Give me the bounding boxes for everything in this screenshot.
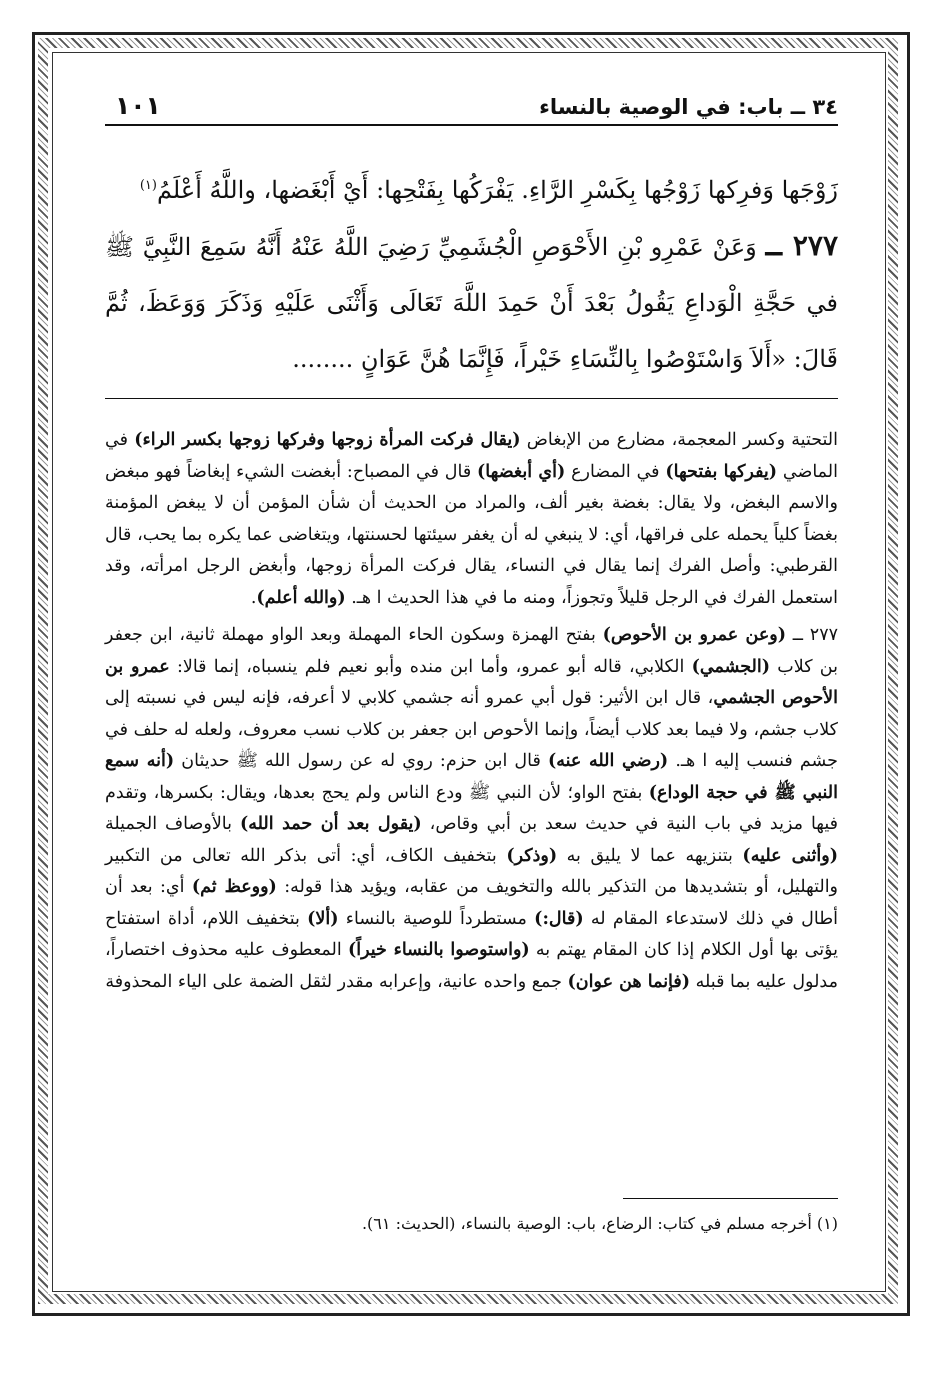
quoted-phrase: (وذكر)	[506, 845, 558, 866]
hadith-text	[105, 158, 838, 387]
matn-paragraph	[105, 218, 838, 387]
commentary-run: ٢٧٧ ــ	[786, 625, 838, 645]
commentary-run: في الماضي	[105, 430, 838, 482]
quoted-phrase: (وعن عمرو بن الأحوص)	[602, 625, 787, 645]
quoted-phrase: (الجشمي)	[691, 656, 771, 677]
matn-text: وَعَنْ عَمْرِو بْنِ الأَحْوَصِ الْجُشَمِيِّ رَضِيَ اللَّهُ عَنْهُ أَنَّهُ سَمِعَ النَّبِيَّ ﷺ في حَجَّةِ الْوَداعِ يَقُولُ بَعْدَ أَنْ حَمِدَ اللَّهَ تَعَالَى وَأَثْنَى عَلَيْهِ وَذَكَرَ وَوَعَظَ، ثُمَّ قَالَ: «أَلاَ وَاسْتَوْصُوا بِالنِّسَاءِ خَيْراً، فَإِنَّمَا هُنَّ عَوَانٍ	[105, 233, 838, 373]
footnote-rule	[623, 1198, 838, 1199]
quoted-phrase: (رضي الله عنه)	[547, 751, 669, 771]
commentary-run: مستطرداً للوصية بالنساء	[338, 908, 535, 929]
quoted-phrase: (قال:)	[534, 908, 584, 929]
quoted-phrase: (أي أبغضها)	[477, 461, 566, 482]
quoted-phrase: (واستوصوا بالنساء خيراً)	[347, 940, 530, 960]
quoted-phrase: (أنه سمع النبي ﷺ في حجة الوداع)	[105, 751, 838, 803]
header-rule	[105, 124, 838, 126]
quoted-phrase: (يفركها بفتحها)	[665, 461, 778, 482]
quoted-phrase: (ووعظ ثم)	[191, 877, 277, 897]
footnote-ref[interactable]: (١)	[139, 178, 157, 193]
commentary-run: قال في المصباح: أبغضت الشيء إبغاضاً فهو مبغض والاسم البغض، ولا يقال: بغضة بغير ألف، والمراد من الحديث أن شأن المؤمن أن لا يبغض المؤمنة بغضاً كلياً يحمله على فراقها، أي: لا ينبغي له أن يغفر سيئتها لحسنتها، ويتغاضى عما يكره بما يحب، قال القرطبي: وأصل الفرك إنما يقال في النساء، يقال فركت المرأة زوجها، وأبغض الرجل امرأته، وقد استعمل الفرك في الرجل قليلاً وتجوزاً، ومنه ما في هذا الحديث ا هـ.	[105, 461, 838, 608]
matn-paragraph	[105, 158, 838, 218]
commentary-run: .	[250, 587, 257, 608]
quoted-phrase: (يقال فركت المرأة زوجها وفركها زوجها بكسر الراء)	[134, 430, 521, 450]
commentary-run: التحتية وكسر المعجمة، مضارع من الإبغاض	[520, 430, 838, 450]
commentary-paragraph	[105, 620, 838, 998]
commentary-run: بتخفيف اللام، أداة استفتاح يؤتى بها أول الكلام إذا كان المقام يهتم به	[105, 908, 838, 960]
commentary-run: بتخفيف الكاف، أي: أتى بذكر الله تعالى من التكبير والتهليل، أو بتشديدها من التذكير بالله والتخويف من عقابه، ويؤيد هذا قوله:	[105, 845, 839, 897]
commentary-run: ، قال ابن الأثير: قول أبي عمرو أنه جشمي كلابي لا أعرفه، فإنه ليس في نسبته إلى كلاب جشم، ولا فيما بعد كلاب أيضاً، وإنما الأحوص ابن جعفر بن كلاب نسب معروف، ولعله له حلف في جشم فنسب إليه ا هـ.	[105, 688, 838, 771]
commentary-run: بفتح الهمزة وسكون الحاء المهملة وبعد الواو مهملة ثانية، ابن جعفر بن كلاب	[105, 625, 838, 677]
commentary-run: بالأوصاف الجميلة	[105, 814, 240, 834]
commentary-text	[105, 425, 838, 1004]
commentary-run: قال ابن حزم: روي له عن رسول الله ﷺ حديثان	[174, 751, 548, 771]
hadith-number: ٢٧٧ ــ	[765, 229, 838, 262]
quoted-phrase: (فإنما هن عوان)	[567, 971, 691, 992]
page-number: ١٠١	[115, 91, 161, 120]
commentary-run: الكلابي، قاله أبو عمرو، وأما ابن منده وأبو نعيم فلم ينسباه، إنما قالا:	[169, 656, 692, 677]
quoted-phrase: عمرو بن الأحوص الجشمي	[105, 656, 838, 708]
commentary-run: بفتح الواو؛ لأن النبي ﷺ ودع الناس ولم يحج بعدها، ويقال: بكسرها، وتقدم فيها مزيد في باب النية في حديث سعد بن أبي وقاص،	[105, 782, 838, 834]
footnote: (١) أخرجه مسلم في كتاب: الرضاع، باب: الوصية بالنساء، (الحديث: ٦١).	[361, 1214, 838, 1233]
section-rule	[105, 398, 838, 399]
commentary-run: في المضارع	[565, 461, 666, 482]
continuation-dots: ........	[292, 345, 354, 373]
quoted-phrase: (والله أعلم)	[256, 587, 346, 608]
quoted-phrase: (وأثنى عليه)	[742, 845, 838, 866]
quoted-phrase: (يقول بعد أن حمد الله)	[239, 814, 422, 834]
commentary-run: أي: بعد أن أطال في ذلك لاستدعاء المقام له	[105, 877, 838, 929]
commentary-run: جمع واحده عانية، وإعرابه مقدر لثقل الضمة على الياء المحذوفة	[105, 971, 568, 992]
commentary-paragraph	[105, 425, 838, 614]
quoted-phrase: (ألا)	[307, 908, 339, 929]
commentary-run: بتنزيهه عما لا يليق به	[557, 845, 743, 866]
page-content	[105, 80, 838, 1300]
matn-text: زَوْجَها وَفرِكها زَوْجُها بِكَسْرِ الرَّاءِ. يَفْرَكُها بِفَتْحِها: أَيْ أَبْغَضها، واللَّهُ أَعْلَمُ	[156, 176, 838, 204]
chapter-title: ٣٤ ــ باب: في الوصية بالنساء	[539, 95, 838, 119]
commentary-run: المعطوف عليه محذوف اختصاراً، مدلول عليه بما قبله	[105, 940, 838, 992]
